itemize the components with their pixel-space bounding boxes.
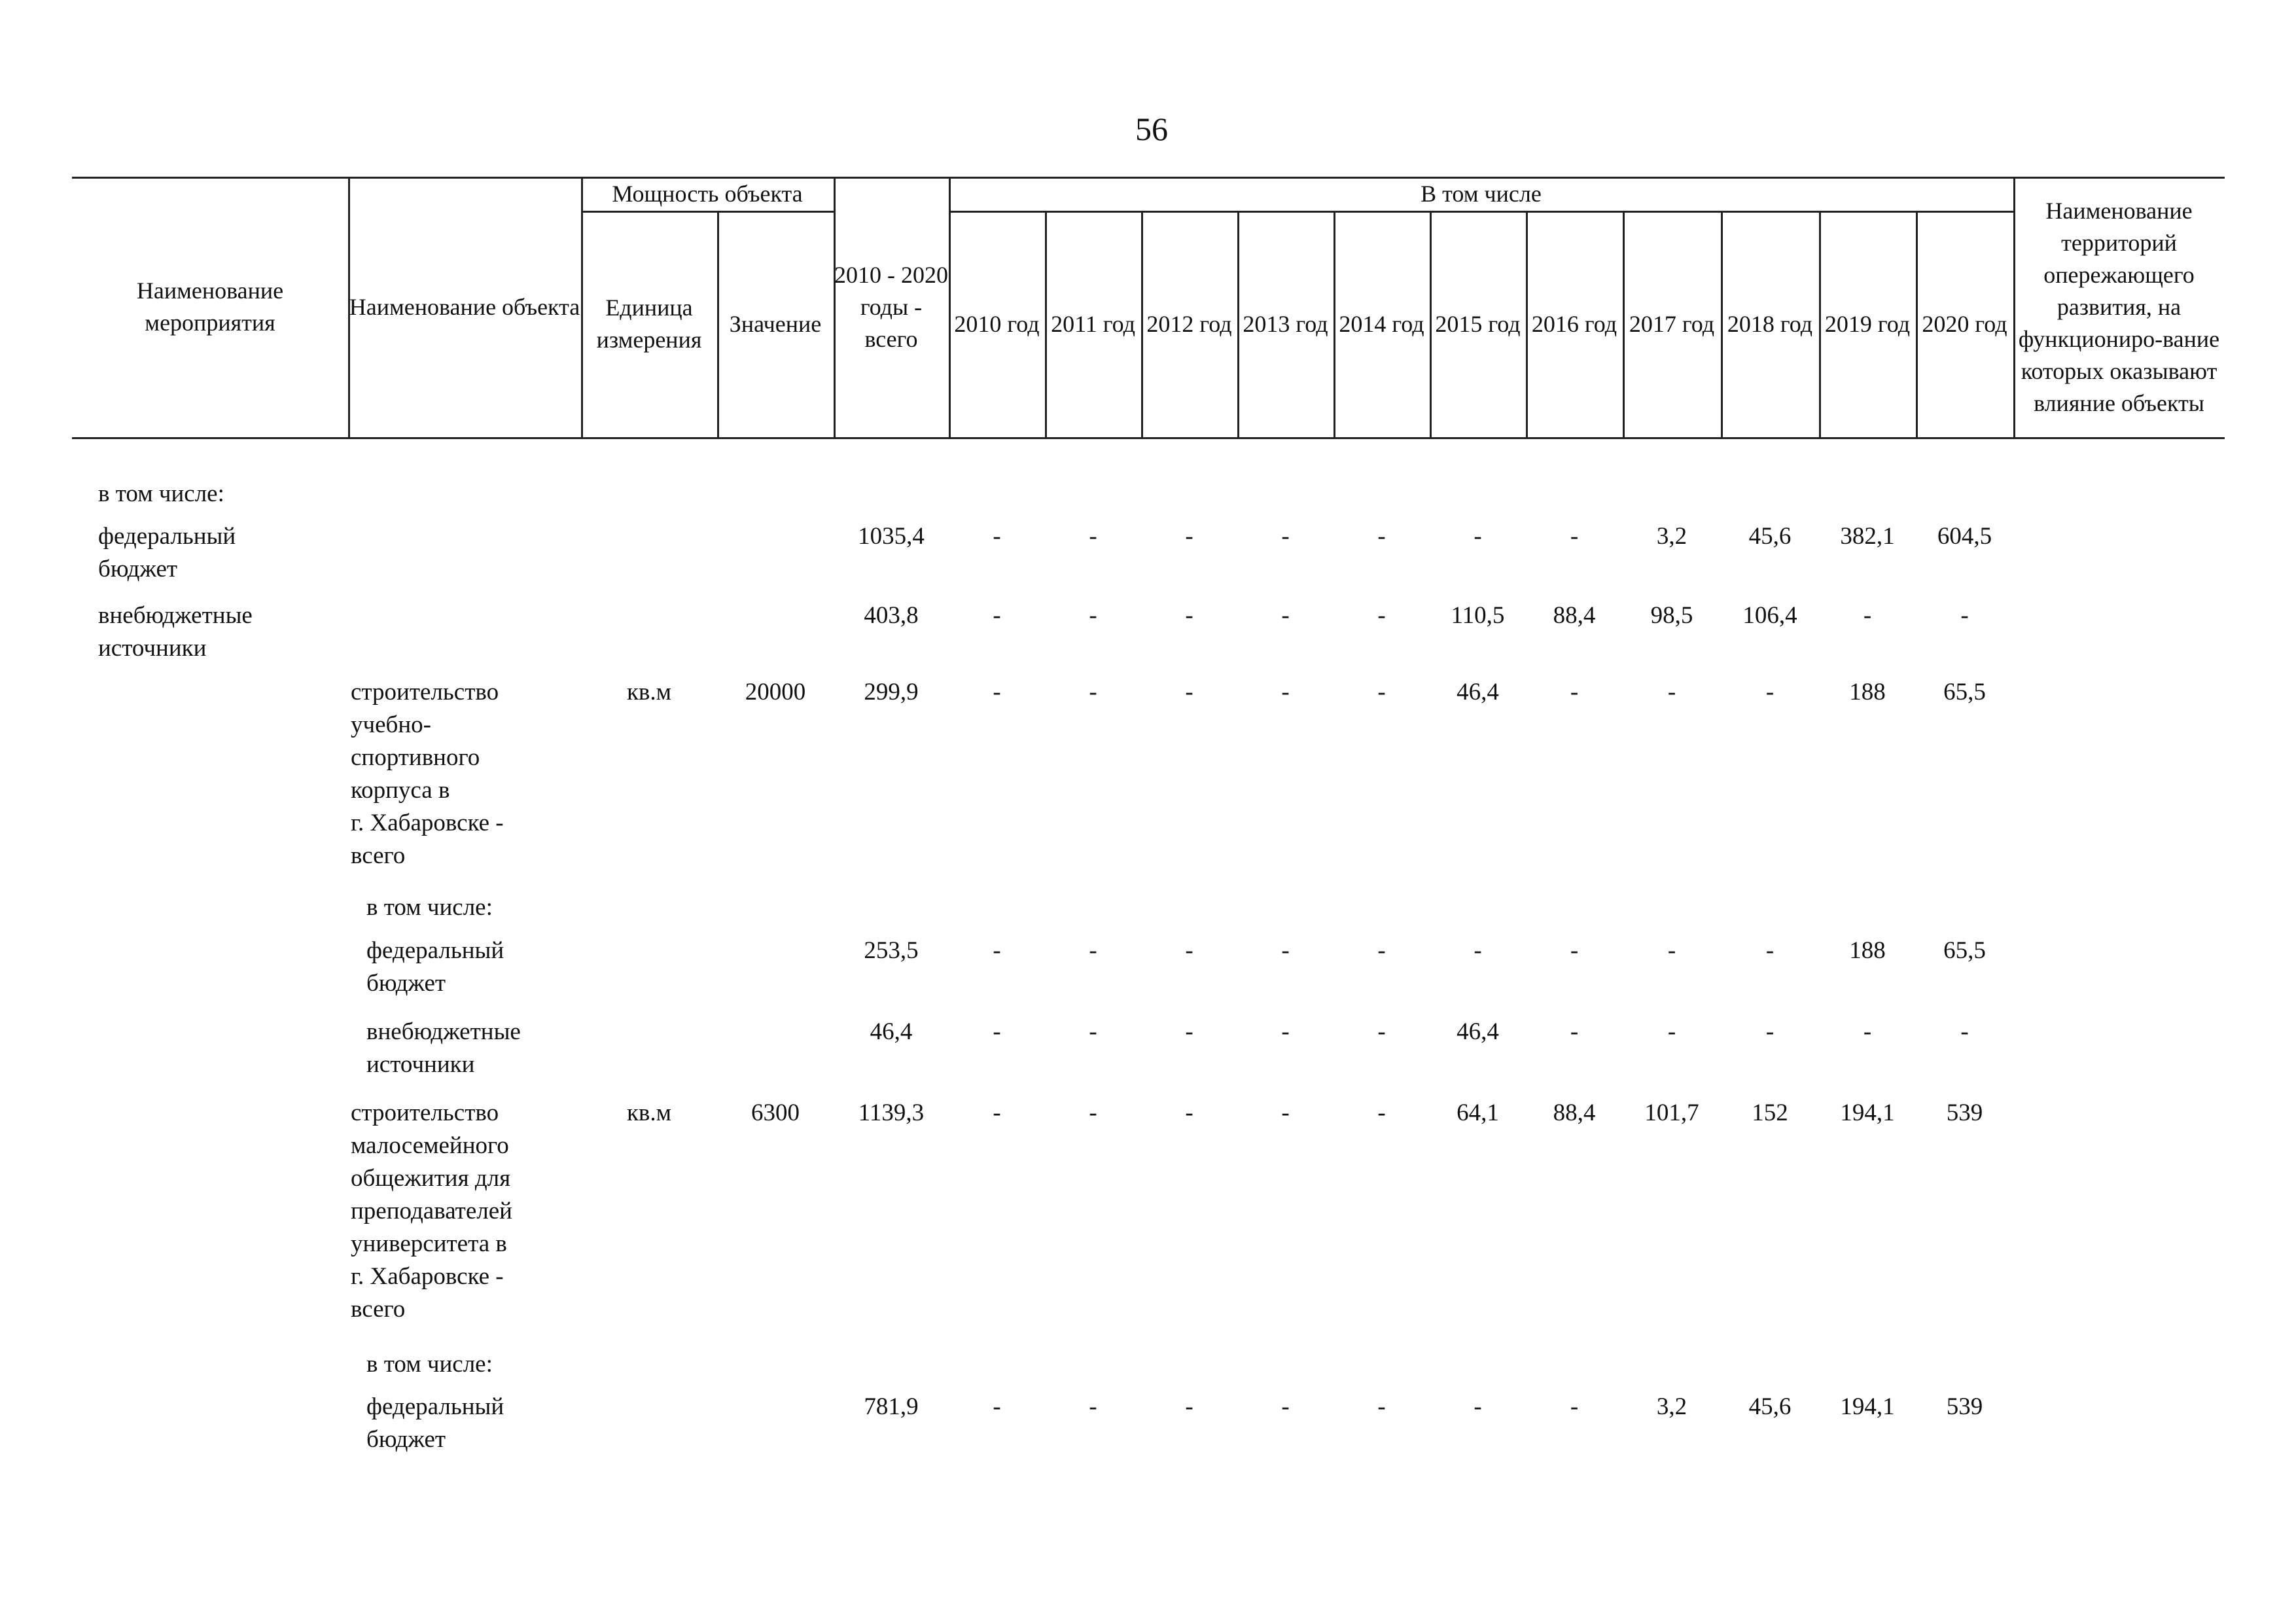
year-cell: - bbox=[1863, 602, 1872, 629]
year-cell: - bbox=[1667, 1018, 1676, 1045]
object-cell: федеральный бюджет bbox=[366, 1393, 504, 1453]
year-cell: 106,4 bbox=[1742, 602, 1797, 629]
year-cell: - bbox=[1281, 679, 1290, 705]
year-cell: 188 bbox=[1849, 679, 1886, 705]
object-cell: в том числе: bbox=[366, 894, 493, 921]
year-cell: - bbox=[993, 679, 1001, 705]
year-cell: 65,5 bbox=[1943, 679, 1986, 705]
header-value-text: Значение bbox=[729, 310, 822, 337]
header-year-text: 2020 год bbox=[1922, 310, 2007, 337]
header-total-text: 2010 - 2020 годы - всего bbox=[834, 261, 948, 352]
year-cell: - bbox=[1089, 1393, 1097, 1420]
header-year-text: 2019 год bbox=[1824, 310, 1911, 337]
header-year-text: 2016 год bbox=[1531, 310, 1617, 337]
header-year-text: 2013 год bbox=[1243, 310, 1328, 337]
year-cell: - bbox=[1474, 937, 1482, 964]
year-cell: 110,5 bbox=[1451, 602, 1505, 629]
measure-cell: внебюджетные источники bbox=[98, 602, 253, 662]
header-object-text: Наименование объекта bbox=[349, 293, 580, 320]
year-cell: - bbox=[1765, 679, 1775, 705]
year-cell: - bbox=[1089, 1018, 1097, 1045]
year-cell: 194,1 bbox=[1840, 1393, 1895, 1420]
year-cell: - bbox=[1570, 937, 1579, 964]
value-cell: 20000 bbox=[745, 679, 806, 705]
year-cell: 3,2 bbox=[1656, 523, 1687, 550]
object-cell: федеральный бюджет bbox=[366, 937, 504, 997]
header-territory bbox=[2013, 177, 2225, 437]
header-value bbox=[717, 211, 834, 437]
total-cell: 46,4 bbox=[870, 1018, 913, 1045]
year-cell: - bbox=[993, 1018, 1001, 1045]
header-year-text: 2014 год bbox=[1339, 310, 1424, 337]
year-cell: 194,1 bbox=[1840, 1099, 1895, 1126]
header-object bbox=[348, 177, 581, 437]
year-cell: - bbox=[1570, 523, 1579, 550]
value-cell: 6300 bbox=[751, 1099, 800, 1126]
header-bottom-rule bbox=[72, 437, 2225, 439]
year-cell: - bbox=[1474, 1393, 1482, 1420]
header-year bbox=[1333, 211, 1430, 437]
year-cell: 98,5 bbox=[1650, 602, 1693, 629]
year-cell: 46,4 bbox=[1457, 679, 1499, 705]
year-cell: - bbox=[1089, 602, 1097, 629]
total-cell: 403,8 bbox=[864, 602, 919, 629]
year-cell: - bbox=[1089, 679, 1097, 705]
year-cell: - bbox=[1281, 1099, 1290, 1126]
year-cell: 382,1 bbox=[1840, 523, 1895, 550]
year-cell: - bbox=[1185, 1099, 1193, 1126]
unit-cell: кв.м bbox=[626, 679, 672, 705]
year-cell: - bbox=[1377, 679, 1386, 705]
year-cell: - bbox=[1474, 523, 1482, 550]
year-cell: - bbox=[1281, 1018, 1290, 1045]
year-cell: - bbox=[993, 602, 1001, 629]
header-year bbox=[949, 211, 1045, 437]
header-including-group bbox=[949, 177, 2013, 211]
year-cell: - bbox=[993, 1099, 1001, 1126]
year-cell: - bbox=[1281, 937, 1290, 964]
header-year bbox=[1819, 211, 1916, 437]
year-cell: 152 bbox=[1752, 1099, 1788, 1126]
year-cell: - bbox=[1377, 602, 1386, 629]
header-year-text: 2012 год bbox=[1146, 310, 1232, 337]
year-cell: - bbox=[1377, 523, 1386, 550]
year-cell: - bbox=[1089, 523, 1097, 550]
header-territory-text: Наименование территорий опережающего развития, на функциониро-вание которых оказывают влияние объекты bbox=[2018, 197, 2220, 416]
year-cell: - bbox=[1667, 679, 1676, 705]
year-cell: - bbox=[993, 1393, 1001, 1420]
unit-cell: кв.м bbox=[626, 1099, 672, 1126]
header-year bbox=[1721, 211, 1819, 437]
header-unit-text: Единица измерения bbox=[596, 294, 702, 353]
year-cell: - bbox=[1765, 937, 1775, 964]
year-cell: 539 bbox=[1946, 1099, 1983, 1126]
year-cell: - bbox=[1089, 937, 1097, 964]
object-cell: в том числе: bbox=[366, 1351, 493, 1378]
total-cell: 299,9 bbox=[864, 679, 919, 705]
year-cell: - bbox=[1281, 602, 1290, 629]
header-year bbox=[1141, 211, 1237, 437]
year-cell: - bbox=[1185, 523, 1193, 550]
header-year bbox=[1430, 211, 1526, 437]
year-cell: - bbox=[1863, 1018, 1872, 1045]
year-cell: - bbox=[1765, 1018, 1775, 1045]
object-cell: строительство учебно- спортивного корпуса в г. Хабаровске - всего bbox=[351, 679, 504, 869]
year-cell: 539 bbox=[1946, 1393, 1983, 1420]
year-cell: 188 bbox=[1849, 937, 1886, 964]
header-capacity-group bbox=[581, 177, 834, 211]
year-cell: 3,2 bbox=[1656, 1393, 1687, 1420]
year-cell: 88,4 bbox=[1553, 1099, 1596, 1126]
measure-cell: федеральный бюджет bbox=[98, 523, 236, 582]
header-total bbox=[834, 177, 949, 437]
year-cell: - bbox=[1281, 523, 1290, 550]
year-cell: - bbox=[1667, 937, 1676, 964]
year-cell: 64,1 bbox=[1457, 1099, 1499, 1126]
year-cell: - bbox=[993, 523, 1001, 550]
header-year bbox=[1045, 211, 1141, 437]
total-cell: 253,5 bbox=[864, 937, 919, 964]
header-measure-text: Наименование мероприятия bbox=[136, 277, 284, 336]
header-year-text: 2011 год bbox=[1051, 310, 1135, 337]
year-cell: - bbox=[1185, 602, 1193, 629]
header-year bbox=[1623, 211, 1721, 437]
header-year-text: 2017 год bbox=[1629, 310, 1715, 337]
year-cell: 88,4 bbox=[1553, 602, 1596, 629]
year-cell: - bbox=[1377, 1393, 1386, 1420]
year-cell: - bbox=[1185, 679, 1193, 705]
header-year-text: 2018 год bbox=[1727, 310, 1813, 337]
year-cell: - bbox=[1960, 602, 1969, 629]
year-cell: 45,6 bbox=[1748, 523, 1792, 550]
year-cell: 604,5 bbox=[1937, 523, 1992, 550]
year-cell: - bbox=[1960, 1018, 1969, 1045]
object-cell: строительство малосемейного общежития для преподавателей университета в г. Хабаровске - всего bbox=[351, 1099, 512, 1323]
header-year bbox=[1916, 211, 2013, 437]
header-capacity-group-text: Мощность объекта bbox=[612, 180, 803, 207]
object-cell: внебюджетные источники bbox=[366, 1018, 521, 1078]
header-year bbox=[1237, 211, 1333, 437]
total-cell: 1035,4 bbox=[858, 523, 925, 550]
total-cell: 781,9 bbox=[864, 1393, 919, 1420]
year-cell: - bbox=[1377, 1018, 1386, 1045]
year-cell: - bbox=[1570, 1018, 1579, 1045]
header-year-text: 2010 год bbox=[954, 310, 1040, 337]
header-year bbox=[1526, 211, 1623, 437]
header-year-text: 2015 год bbox=[1435, 310, 1521, 337]
year-cell: - bbox=[1570, 1393, 1579, 1420]
header-measure bbox=[72, 177, 348, 437]
year-cell: - bbox=[1377, 937, 1386, 964]
header-including-group-text: В том числе bbox=[1421, 180, 1542, 207]
year-cell: - bbox=[1281, 1393, 1290, 1420]
year-cell: - bbox=[1089, 1099, 1097, 1126]
year-cell: - bbox=[1185, 1018, 1193, 1045]
year-cell: - bbox=[1185, 1393, 1193, 1420]
year-cell: 101,7 bbox=[1644, 1099, 1699, 1126]
year-cell: - bbox=[993, 937, 1001, 964]
year-cell: 65,5 bbox=[1943, 937, 1986, 964]
header-unit bbox=[581, 211, 717, 437]
measure-cell: в том числе: bbox=[98, 480, 224, 507]
year-cell: - bbox=[1185, 937, 1193, 964]
page-number: 56 bbox=[1135, 111, 1168, 147]
year-cell: 46,4 bbox=[1457, 1018, 1499, 1045]
total-cell: 1139,3 bbox=[858, 1099, 925, 1126]
year-cell: 45,6 bbox=[1748, 1393, 1792, 1420]
year-cell: - bbox=[1377, 1099, 1386, 1126]
year-cell: - bbox=[1570, 679, 1579, 705]
